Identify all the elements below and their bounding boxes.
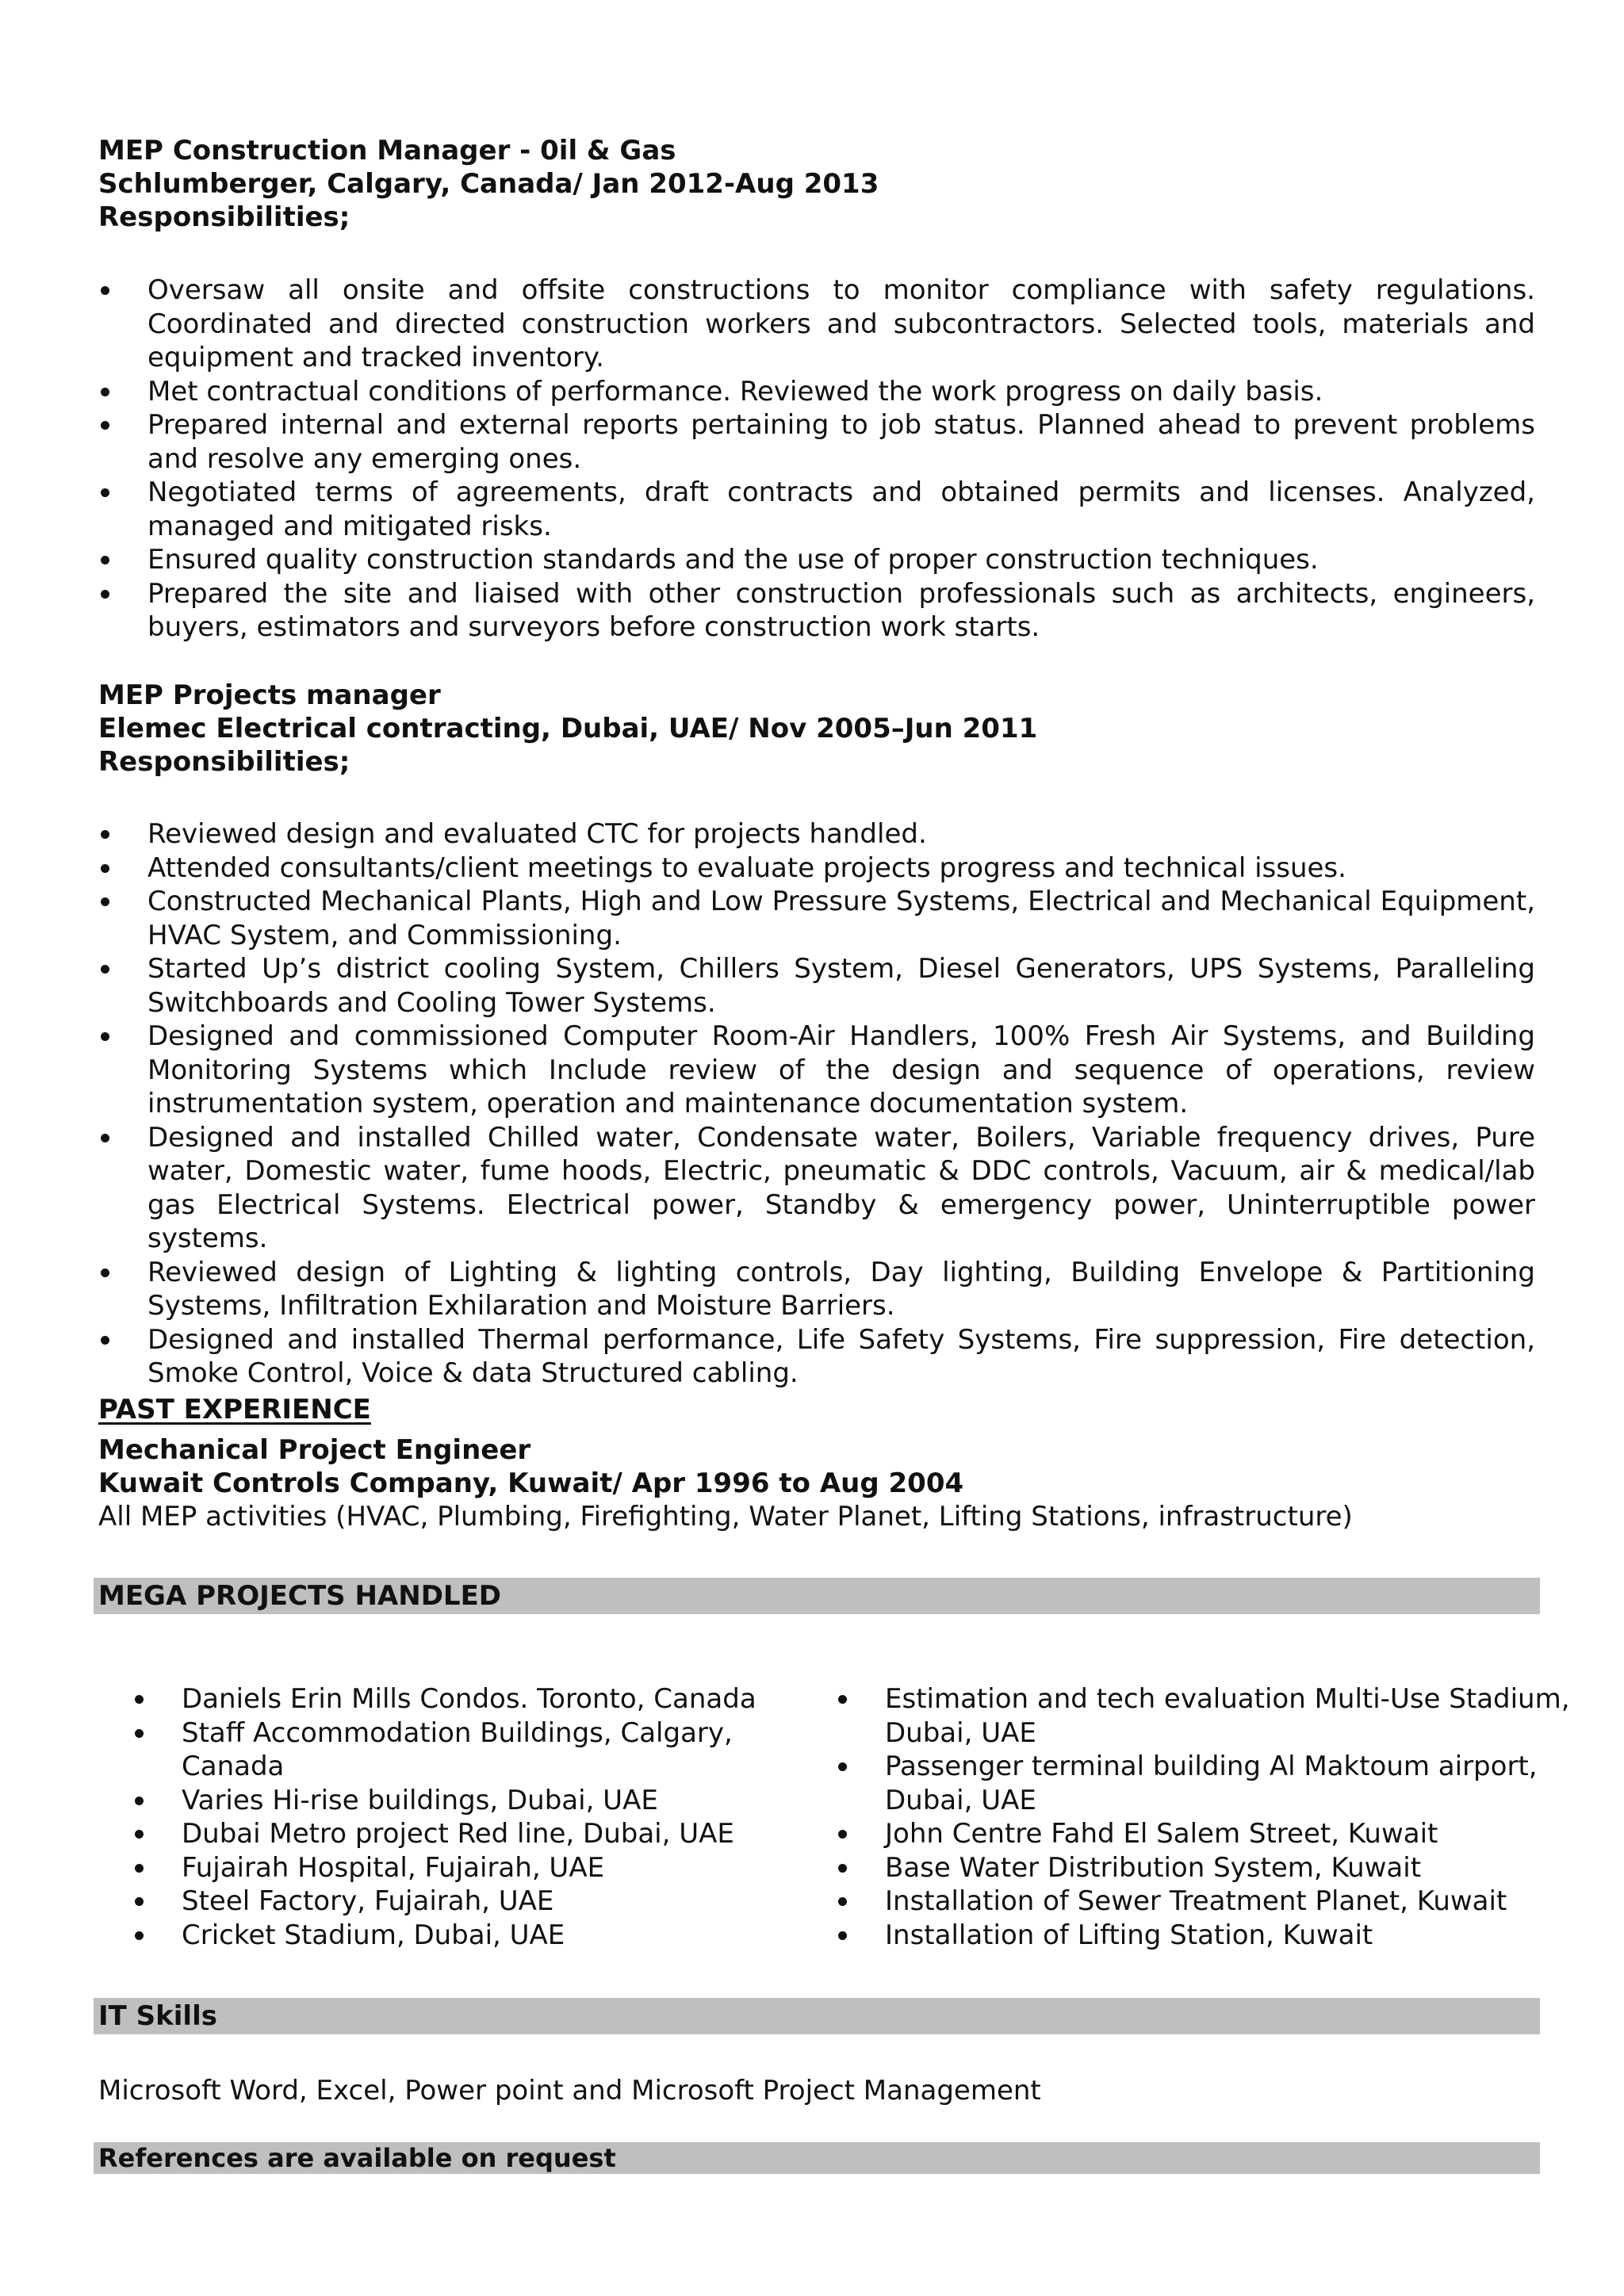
mega-projects-heading: MEGA PROJECTS HANDLED	[94, 1578, 1540, 1614]
bullet-dot-icon	[101, 556, 109, 564]
bullet-dot-icon	[838, 1931, 847, 1940]
list-item-text: Passenger terminal building Al Maktoum airport, Dubai, UAE	[885, 1751, 1538, 1816]
list-item	[98, 1323, 1535, 1391]
list-item-text: Dubai Metro project Red line, Dubai, UAE	[182, 1818, 734, 1850]
list-item-text: Fujairah Hospital, Fujairah, UAE	[182, 1851, 605, 1884]
list-item-text: Installation of Lifting Station, Kuwait	[885, 1919, 1373, 1951]
list-item	[98, 885, 1535, 952]
bullet-dot-icon	[101, 965, 109, 974]
list-item-text: John Centre Fahd El Salem Street, Kuwait	[885, 1818, 1438, 1850]
list-item-text: Base Water Distribution System, Kuwait	[885, 1851, 1422, 1884]
list-item	[132, 1784, 791, 1818]
it-skills-text: Microsoft Word, Excel, Power point and Microsoft Project Management	[98, 2075, 1041, 2107]
references-bar: References are available on request	[94, 2142, 1540, 2174]
bullet-dot-icon	[838, 1695, 847, 1704]
list-item-text: Designed and installed Thermal performance, Life Safety Systems, Fire suppression, Fire detection, Smoke Control, Voice & data Structured cabling.	[147, 1323, 1535, 1389]
list-item	[836, 1851, 1573, 1885]
list-item-text: Installation of Sewer Treatment Planet, Kuwait	[885, 1885, 1507, 1917]
bullet-dot-icon	[101, 897, 109, 906]
bullet-dot-icon	[838, 1897, 847, 1906]
bullet-dot-icon	[101, 864, 109, 873]
list-item-text: Reviewed design of Lighting & lighting controls, Day lighting, Building Envelope & Partitioning Systems, Infiltration Exhilaration and Moisture Barriers.	[147, 1256, 1535, 1322]
past-experience-heading: PAST EXPERIENCE	[98, 1394, 371, 1425]
past-job-company: Kuwait Controls Company, Kuwait/ Apr 1996 to Aug 2004	[98, 1468, 964, 1499]
bullet-dot-icon	[101, 421, 109, 430]
list-item	[98, 952, 1535, 1020]
bullet-dot-icon	[838, 1864, 847, 1873]
job1-bullet-list	[98, 274, 1535, 645]
list-item-text: Reviewed design and evaluated CTC for projects handled.	[147, 818, 927, 850]
job2-bullet-list	[98, 817, 1535, 1391]
bullet-dot-icon	[838, 1762, 847, 1771]
list-item	[132, 1716, 791, 1784]
list-item	[98, 1121, 1535, 1256]
list-item-text: Estimation and tech evaluation Multi-Use Stadium, Dubai, UAE	[885, 1683, 1570, 1749]
list-item-text: Steel Factory, Fujairah, UAE	[182, 1885, 554, 1917]
list-item-text: Staff Accommodation Buildings, Calgary, Canada	[182, 1716, 733, 1782]
list-item	[98, 274, 1535, 375]
bullet-dot-icon	[135, 1864, 144, 1873]
projects-right-list	[836, 1682, 1573, 1952]
projects-left-list	[132, 1682, 791, 1952]
list-item-text: Attended consultants/client meetings to evaluate projects progress and technical issues.	[147, 851, 1346, 884]
list-item-text: Ensured quality construction standards and the use of proper construction techniques.	[147, 544, 1319, 576]
bullet-dot-icon	[135, 1931, 144, 1940]
list-item	[98, 375, 1535, 409]
list-item-text: Designed and commissioned Computer Room-Air Handlers, 100% Fresh Air Systems, and Building Monitoring Systems which Include review of the design and sequence of operations, review instrumentation system, operation and maintenance documentation system.	[147, 1020, 1535, 1119]
it-skills-heading: IT Skills	[94, 1998, 1540, 2034]
past-job-title: Mechanical Project Engineer	[98, 1434, 531, 1466]
list-item	[98, 543, 1535, 577]
list-item-text: Started Up’s district cooling System, Chillers System, Diesel Generators, UPS Systems, Paralleling Switchboards and Cooling Tower Systems.	[147, 953, 1535, 1019]
bullet-dot-icon	[101, 1336, 109, 1345]
job2-responsibilities-label: Responsibilities;	[98, 746, 350, 778]
list-item	[98, 476, 1535, 543]
bullet-dot-icon	[838, 1830, 847, 1839]
bullet-dot-icon	[101, 388, 109, 396]
bullet-dot-icon	[101, 1134, 109, 1142]
bullet-dot-icon	[135, 1897, 144, 1906]
list-item-text: Varies Hi-rise buildings, Dubai, UAE	[182, 1784, 658, 1816]
bullet-dot-icon	[135, 1695, 144, 1704]
job1-company: Schlumberger, Calgary, Canada/ Jan 2012-Aug 2013	[98, 168, 879, 200]
bullet-dot-icon	[101, 830, 109, 839]
list-item-text: Met contractual conditions of performance. Reviewed the work progress on daily basis.	[147, 375, 1323, 408]
list-item	[98, 1256, 1535, 1323]
bullet-dot-icon	[101, 1032, 109, 1041]
list-item	[98, 408, 1535, 476]
list-item-text: Prepared the site and liaised with other construction professionals such as architects, engineers, buyers, estimators and surveyors before construction work starts.	[147, 577, 1535, 643]
bullet-dot-icon	[135, 1830, 144, 1839]
list-item-text: Designed and installed Chilled water, Condensate water, Boilers, Variable frequency drives, Pure water, Domestic water, fume hoods, Electric, pneumatic & DDC controls, Vacuum, air & medical/lab gas Electrical Systems. Electrical power, Standby & emergency power, Uninterruptible power systems.	[147, 1121, 1535, 1254]
bullet-dot-icon	[101, 1269, 109, 1277]
list-item-text: Oversaw all onsite and offsite constructions to monitor compliance with safety regulations. Coordinated and directed construction workers and subcontractors. Selected tools, materials and equipment and tracked inventory.	[147, 274, 1535, 373]
list-item	[836, 1682, 1573, 1750]
list-item-text: Prepared internal and external reports pertaining to job status. Planned ahead to prevent problems and resolve any emerging ones.	[147, 409, 1535, 475]
job2-title: MEP Projects manager	[98, 679, 441, 711]
list-item	[836, 1817, 1573, 1851]
bullet-dot-icon	[135, 1729, 144, 1738]
bullet-dot-icon	[101, 286, 109, 295]
job1-title: MEP Construction Manager - 0il & Gas	[98, 135, 676, 166]
list-item-text: Negotiated terms of agreements, draft contracts and obtained permits and licenses. Analyzed, managed and mitigated risks.	[147, 476, 1535, 542]
list-item	[132, 1919, 791, 1953]
list-item	[132, 1817, 791, 1851]
list-item	[836, 1885, 1573, 1919]
past-job-description: All MEP activities (HVAC, Plumbing, Firefighting, Water Planet, Lifting Stations, infrastructure)	[98, 1501, 1353, 1533]
list-item	[132, 1682, 791, 1716]
list-item-text: Cricket Stadium, Dubai, UAE	[182, 1919, 565, 1951]
list-item	[98, 851, 1535, 886]
bullet-dot-icon	[101, 488, 109, 497]
list-item	[98, 1020, 1535, 1121]
list-item	[98, 577, 1535, 645]
job1-responsibilities-label: Responsibilities;	[98, 201, 350, 233]
bullet-dot-icon	[135, 1797, 144, 1805]
list-item-text: Daniels Erin Mills Condos. Toronto, Canada	[182, 1683, 756, 1715]
job2-company: Elemec Electrical contracting, Dubai, UAE/ Nov 2005–Jun 2011	[98, 713, 1038, 744]
list-item-text: Constructed Mechanical Plants, High and Low Pressure Systems, Electrical and Mechanical Equipment, HVAC System, and Commissioning.	[147, 886, 1535, 951]
list-item	[98, 817, 1535, 851]
list-item	[836, 1919, 1573, 1953]
bullet-dot-icon	[101, 590, 109, 599]
list-item	[836, 1750, 1573, 1817]
list-item	[132, 1851, 791, 1885]
list-item	[132, 1885, 791, 1919]
